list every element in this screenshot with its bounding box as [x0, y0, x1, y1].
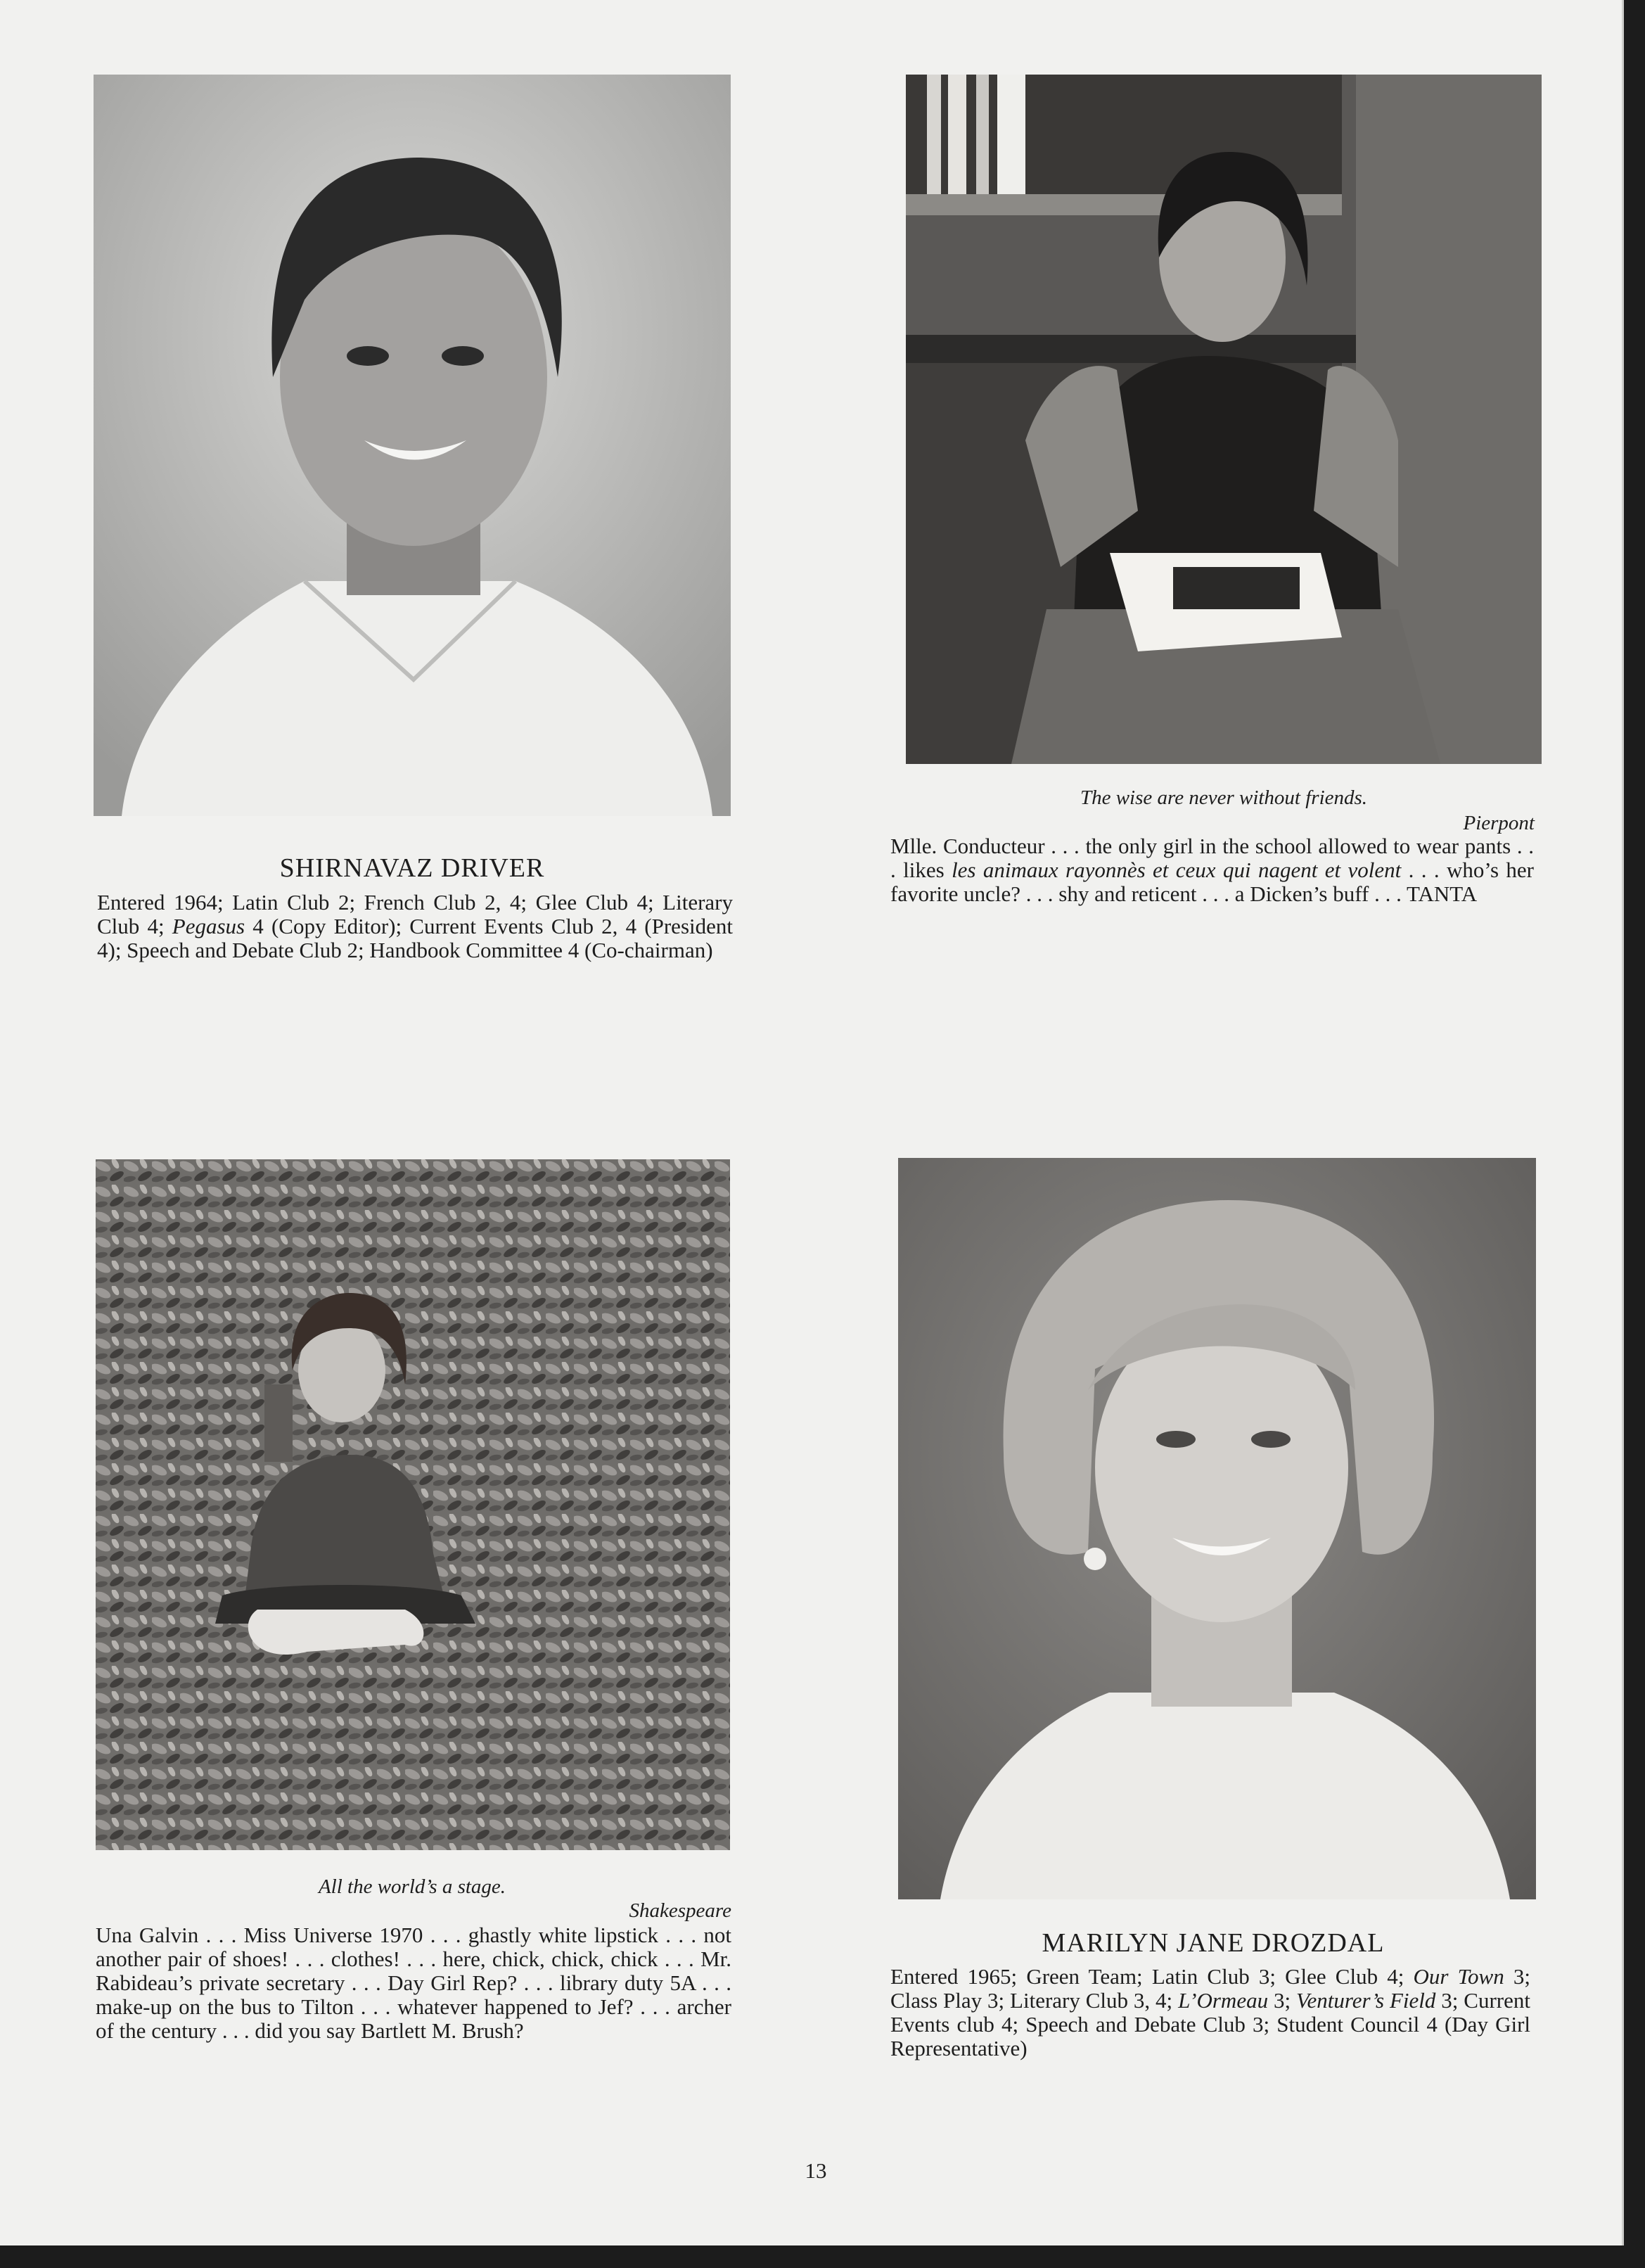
student-note-galvin: Una Galvin . . . Miss Universe 1970 . . . ghastly white lipstick . . . not another pair of shoes! . . . clothes! . . . here, chick, chick, chick . . . Mr. Rabideau’s private secretary . . . Day Girl Rep? . . . library duty 5A . . . make-up on the bus to Tilton . . . whatever happened to Jef? . . . archer of the century . . . did you say Bartlett M. Brush?: [96, 1923, 731, 2043]
play-title: Our Town: [1413, 1964, 1504, 1989]
page-number: 13: [805, 2158, 827, 2183]
french-phrase: les animaux rayonnès et ceux qui nagent et volent: [952, 858, 1402, 882]
candid-photo-tanta: [906, 75, 1542, 764]
bio-text: 3;: [1268, 1988, 1296, 2013]
bio-text: 3; Current Events club 4; Speech and Debate Club 3; Student Council 4 (Day Girl Representative): [890, 1988, 1530, 2060]
publication-title: Venturer’s Field: [1295, 1988, 1436, 2013]
bio-text: 3; Class Play 3; Literary Club 3, 4;: [890, 1964, 1530, 2013]
student-bio-driver: [97, 891, 733, 962]
quote-tanta: The wise are never without friends.: [1080, 786, 1368, 809]
candid-photo-galvin: [96, 1159, 730, 1850]
quote-attribution-galvin: Shakespeare: [629, 1899, 731, 1922]
student-bio-drozdal: [890, 1965, 1530, 2060]
bio-text: 4 (Copy Editor); Current Events Club 2, 4 (President 4); Speech and Debate Club 2; Handbook Committee 4 (Co-chairman): [97, 914, 733, 962]
note-text: Mlle. Conducteur . . . the only girl in the school allowed to wear pants . . . likes: [890, 834, 1534, 882]
quote-galvin: All the world’s a stage.: [318, 1875, 506, 1898]
note-text: . . . who’s her favorite uncle? . . . shy and reticent . . . a Dicken’s buff . . . TANTA: [890, 858, 1534, 906]
student-note-tanta: [890, 834, 1534, 906]
publication-title: Pegasus: [172, 914, 245, 938]
portrait-photo-driver: [94, 75, 731, 816]
bio-text: Entered 1965; Green Team; Latin Club 3; Glee Club 4;: [890, 1964, 1414, 1989]
student-name-driver: SHIRNAVAZ DRIVER: [279, 853, 545, 883]
student-name-drozdal: MARILYN JANE DROZDAL: [1042, 1928, 1385, 1958]
quote-attribution-tanta: Pierpont: [1463, 812, 1535, 834]
bio-text: Entered 1964; Latin Club 2; French Club 2, 4; Glee Club 4; Literary Club 4;: [97, 890, 733, 938]
publication-title: L’Ormeau: [1178, 1988, 1269, 2013]
portrait-photo-drozdal: [898, 1158, 1536, 1899]
